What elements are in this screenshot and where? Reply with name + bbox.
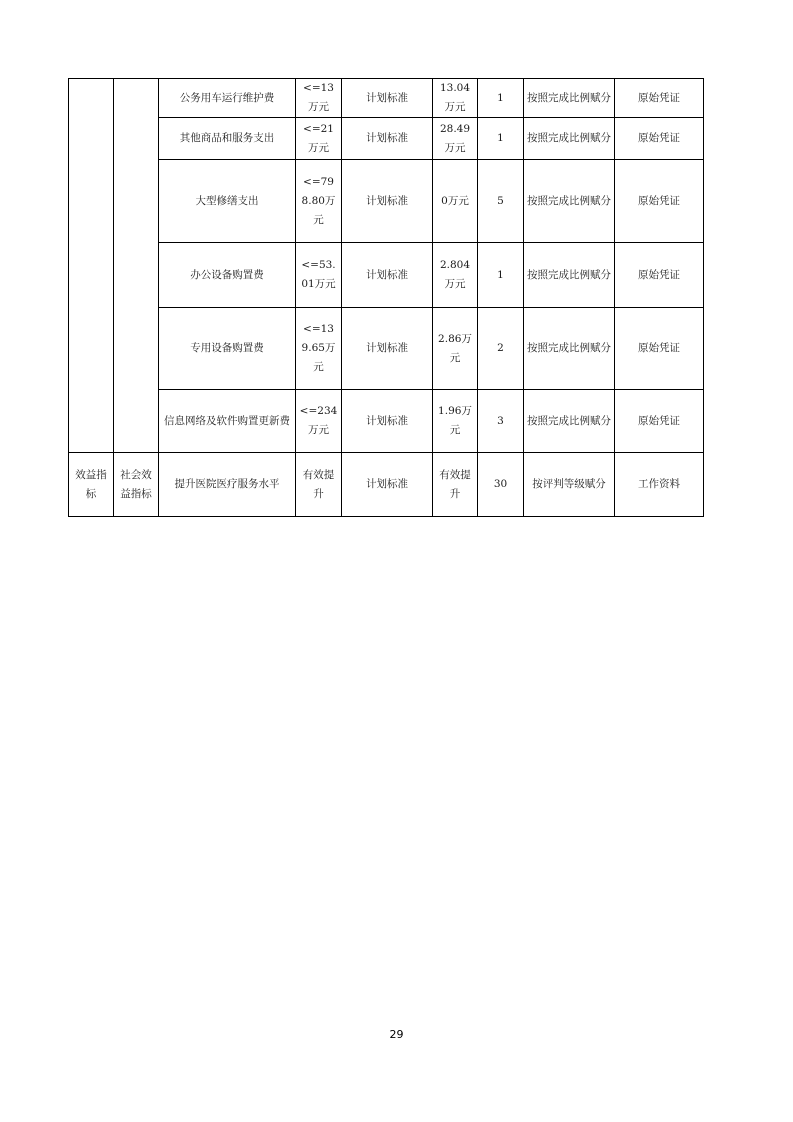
method-cell: 按照完成比例赋分 xyxy=(524,118,615,160)
method-cell: 按照完成比例赋分 xyxy=(524,160,615,243)
standard-cell: 计划标准 xyxy=(342,243,433,308)
standard-cell: 计划标准 xyxy=(342,79,433,118)
table-row xyxy=(69,390,704,453)
standard-cell: 计划标准 xyxy=(342,118,433,160)
actual-cell: 2.804万元 xyxy=(433,243,478,308)
indicator-cell: 专用设备购置费 xyxy=(159,308,296,390)
table-row xyxy=(69,118,704,160)
table-row xyxy=(69,160,704,243)
source-cell: 工作资料 xyxy=(615,453,704,517)
standard-cell: 计划标准 xyxy=(342,308,433,390)
page-number: 29 xyxy=(389,1028,404,1041)
standard-cell: 计划标准 xyxy=(342,390,433,453)
weight-cell: 1 xyxy=(478,118,524,160)
indicator-cell: 其他商品和服务支出 xyxy=(159,118,296,160)
indicator-cell: 大型修缮支出 xyxy=(159,160,296,243)
actual-cell: 28.49万元 xyxy=(433,118,478,160)
source-cell: 原始凭证 xyxy=(615,160,704,243)
method-cell: 按评判等级赋分 xyxy=(524,453,615,517)
source-cell: 原始凭证 xyxy=(615,79,704,118)
standard-cell: 计划标准 xyxy=(342,453,433,517)
indicator-cell: 提升医院医疗服务水平 xyxy=(159,453,296,517)
weight-cell: 1 xyxy=(478,79,524,118)
actual-cell: 有效提升 xyxy=(433,453,478,517)
source-cell: 原始凭证 xyxy=(615,390,704,453)
indicator-cell: 公务用车运行维护费 xyxy=(159,79,296,118)
weight-cell: 5 xyxy=(478,160,524,243)
performance-indicator-table xyxy=(68,78,704,517)
target-cell: <=139.65万元 xyxy=(296,308,342,390)
method-cell: 按照完成比例赋分 xyxy=(524,79,615,118)
table-row xyxy=(69,79,704,118)
method-cell: 按照完成比例赋分 xyxy=(524,243,615,308)
target-cell: <=21万元 xyxy=(296,118,342,160)
level2-cell: 社会效益指标 xyxy=(114,453,159,517)
target-cell: <=13万元 xyxy=(296,79,342,118)
weight-cell: 30 xyxy=(478,453,524,517)
weight-cell: 2 xyxy=(478,308,524,390)
weight-cell: 3 xyxy=(478,390,524,453)
target-cell: <=798.80万元 xyxy=(296,160,342,243)
standard-cell: 计划标准 xyxy=(342,160,433,243)
weight-cell: 1 xyxy=(478,243,524,308)
source-cell: 原始凭证 xyxy=(615,308,704,390)
method-cell: 按照完成比例赋分 xyxy=(524,390,615,453)
source-cell: 原始凭证 xyxy=(615,243,704,308)
indicator-cell: 办公设备购置费 xyxy=(159,243,296,308)
target-cell: 有效提升 xyxy=(296,453,342,517)
level1-cell: 效益指标 xyxy=(69,453,114,517)
actual-cell: 13.04万元 xyxy=(433,79,478,118)
method-cell: 按照完成比例赋分 xyxy=(524,308,615,390)
table-row xyxy=(69,453,704,517)
target-cell: <=234万元 xyxy=(296,390,342,453)
level1-cell-empty xyxy=(69,79,114,453)
level2-cell-empty xyxy=(114,79,159,453)
actual-cell: 1.96万元 xyxy=(433,390,478,453)
actual-cell: 2.86万元 xyxy=(433,308,478,390)
source-cell: 原始凭证 xyxy=(615,118,704,160)
target-cell: <=53.01万元 xyxy=(296,243,342,308)
indicator-cell: 信息网络及软件购置更新费 xyxy=(159,390,296,453)
table-row xyxy=(69,308,704,390)
actual-cell: 0万元 xyxy=(433,160,478,243)
table-row xyxy=(69,243,704,308)
